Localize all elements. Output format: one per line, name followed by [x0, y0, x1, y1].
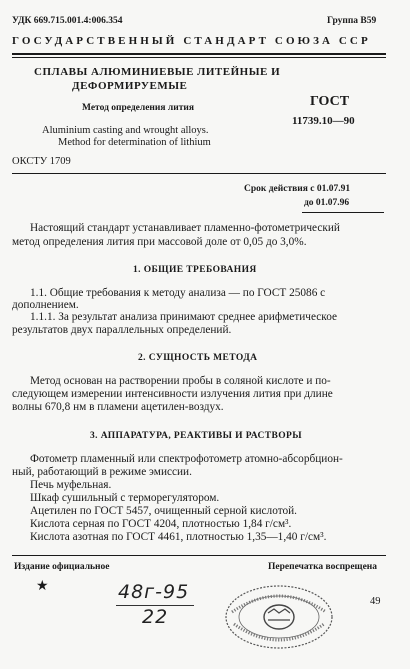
title-line-2: ДЕФОРМИРУЕМЫЕ	[72, 80, 188, 92]
seal-stamp-icon	[222, 582, 336, 652]
handwritten-note-1: 48г-95	[118, 581, 190, 603]
official-edition: Издание официальное	[14, 562, 110, 572]
title-block-rule	[12, 173, 386, 174]
validity-to: до 01.07.96	[304, 198, 350, 208]
header-rule-bottom	[12, 57, 386, 58]
english-title-line-1: Aluminium casting and wrought alloys.	[42, 125, 209, 136]
intro-line-1: Настоящий стандарт устанавливает пламенно-фотометрический	[30, 222, 340, 234]
section-1-heading: 1. ОБЩИЕ ТРЕБОВАНИЯ	[133, 265, 257, 275]
section-3-line-7: Кислота азотная по ГОСТ 4461, плотностью 1,35—1,40 г/см³.	[30, 531, 327, 543]
udk-code: УДК 669.715.001.4:006.354	[12, 16, 123, 26]
group-code: Группа В59	[327, 16, 377, 26]
validity-from: Срок действия с 01.07.91	[244, 184, 351, 194]
validity-underline	[302, 212, 384, 213]
header-rule-top	[12, 53, 386, 55]
section-1-line-3: 1.1.1. За результат анализа принимают среднее арифметическое	[30, 311, 338, 323]
gost-label: ГОСТ	[310, 94, 350, 109]
gost-number: 11739.10—90	[292, 115, 355, 127]
section-3-line-6: Кислота серная по ГОСТ 4204, плотностью 1,84 г/см³.	[30, 518, 292, 530]
section-3-line-5: Ацетилен по ГОСТ 5457, очищенный серной кислотой.	[30, 505, 298, 517]
english-title-line-2: Method for determination of lithium	[58, 137, 211, 148]
section-3-line-2: ный, работающий в режиме эмиссии.	[12, 466, 192, 478]
section-3-line-3: Печь муфельная.	[30, 479, 112, 491]
okstu-code: ОКСТУ 1709	[12, 156, 71, 167]
intro-line-2: метод определения лития при массовой доле от 0,05 до 3,0%.	[12, 236, 307, 248]
star-mark: ★	[36, 579, 49, 594]
section-2-line-2: следующем измерении интенсивности излучения лития при длине	[12, 388, 333, 400]
title-line-1: СПЛАВЫ АЛЮМИНИЕВЫЕ ЛИТЕЙНЫЕ И	[34, 66, 281, 78]
section-2-heading: 2. СУЩНОСТЬ МЕТОДА	[138, 353, 258, 363]
section-2-line-3: волны 670,8 нм в пламени ацетилен-воздух.	[12, 401, 224, 413]
section-1-line-4: результатов двух параллельных определений.	[12, 324, 232, 336]
section-1-line-2: дополнением.	[12, 299, 79, 311]
section-3-line-4: Шкаф сушильный с терморегулятором.	[30, 492, 220, 504]
section-2-line-1: Метод основан на растворении пробы в соляной кислоте и по-	[30, 375, 331, 387]
handwritten-note-2: 22	[142, 606, 169, 628]
method-title: Метод определения лития	[82, 103, 194, 113]
page-number: 49	[370, 596, 381, 607]
section-3-heading: 3. АППАРАТУРА, РЕАКТИВЫ И РАСТВОРЫ	[90, 431, 302, 441]
section-3-line-1: Фотометр пламенный или спектрофотометр атомно-абсорбцион-	[30, 453, 343, 465]
reprint-prohibited: Перепечатка воспрещена	[268, 562, 378, 572]
section-1-line-1: 1.1. Общие требования к методу анализа — по ГОСТ 25086 с	[30, 287, 326, 299]
footer-rule	[12, 555, 386, 556]
state-standard-banner: ГОСУДАРСТВЕННЫЙ СТАНДАРТ СОЮЗА ССР	[12, 35, 371, 47]
